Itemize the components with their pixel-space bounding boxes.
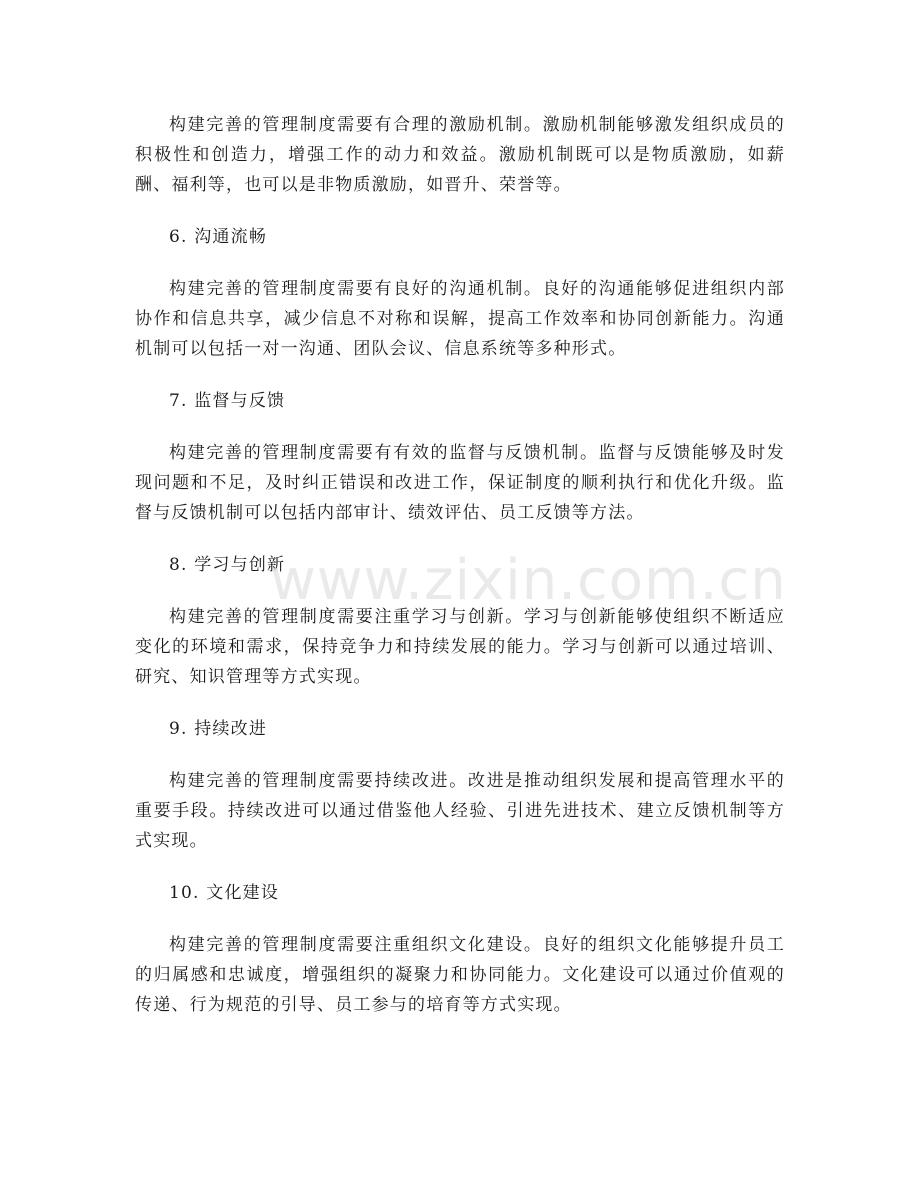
heading-supervision-feedback: 7. 监督与反馈 xyxy=(169,391,286,411)
heading-learning-innovation: 8. 学习与创新 xyxy=(169,555,286,575)
paragraph-communication: 构建完善的管理制度需要有良好的沟通机制。良好的沟通能够促进组织内部协作和信息共享，减少信息不对称和误解，提高工作效率和协同创新能力。沟通机制可以包括一对一沟通、团队会议、信息系统等多种形式。 xyxy=(135,279,785,359)
heading-continuous-improvement: 9. 持续改进 xyxy=(169,719,268,739)
heading-communication: 6. 沟通流畅 xyxy=(169,227,268,247)
paragraph-learning-innovation: 构建完善的管理制度需要注重学习与创新。学习与创新能够使组织不断适应变化的环境和需求，保持竞争力和持续发展的能力。学习与创新可以通过培训、研究、知识管理等方式实现。 xyxy=(135,607,785,687)
paragraph-continuous-improvement: 构建完善的管理制度需要持续改进。改进是推动组织发展和提高管理水平的重要手段。持续改进可以通过借鉴他人经验、引进先进技术、建立反馈机制等方式实现。 xyxy=(135,771,785,851)
paragraph-culture-building: 构建完善的管理制度需要注重组织文化建设。良好的组织文化能够提升员工的归属感和忠诚度，增强组织的凝聚力和协同能力。文化建设可以通过价值观的传递、行为规范的引导、员工参与的培育等方式实现。 xyxy=(135,935,785,1015)
paragraph-supervision-feedback: 构建完善的管理制度需要有有效的监督与反馈机制。监督与反馈能够及时发现问题和不足，及时纠正错误和改进工作，保证制度的顺利执行和优化升级。监督与反馈机制可以包括内部审计、绩效评估、员工反馈等方法。 xyxy=(135,443,785,523)
watermark-text: www.zixin.com.cn xyxy=(270,548,787,613)
document-body xyxy=(135,110,785,1042)
paragraph-incentive: 构建完善的管理制度需要有合理的激励机制。激励机制能够激发组织成员的积极性和创造力，增强工作的动力和效益。激励机制既可以是物质激励，如薪酬、福利等，也可以是非物质激励，如晋升、荣誉等。 xyxy=(135,115,785,195)
heading-culture-building: 10. 文化建设 xyxy=(169,883,280,903)
